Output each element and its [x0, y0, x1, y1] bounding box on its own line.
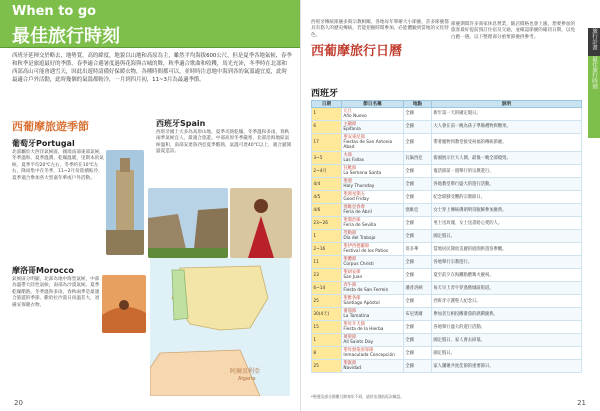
cell-city: 潘普洛納	[404, 282, 432, 295]
cell-desc: 紀念耶穌受難的宗教節日。	[432, 191, 582, 204]
morocco-photo	[102, 275, 146, 333]
festival-name-zh: 萬聖節	[343, 335, 357, 340]
table-row	[312, 321, 582, 334]
cell-city: 布尼奧爾	[404, 308, 432, 321]
festival-name-en: La Semana Santa	[343, 171, 382, 177]
festival-name-zh: 火節	[343, 153, 352, 158]
header-desc: 說明	[432, 101, 582, 108]
cell-city: 哥多華	[404, 243, 432, 256]
festival-name-en: Día del Trabajo	[343, 236, 376, 242]
table-row	[312, 108, 582, 121]
festival-name-en: Epifanía	[343, 127, 361, 132]
cell-date: 6~14	[312, 282, 342, 295]
table-row	[312, 217, 582, 230]
table-row	[312, 360, 582, 373]
table-row	[312, 256, 582, 269]
calendar-intro-2: 節慶期間許多商家休息營業，飯店價格也會上漲，想要參加的旅客最好提前預訂住宿及交通，並確認節慶的確切日期，以免白跑一趟。以下整理部分重要節慶供參考。	[451, 22, 576, 40]
section-title: 西葡摩旅遊季節	[12, 120, 89, 133]
table-row	[312, 282, 582, 295]
banner-zh-title: 最佳旅行時刻	[12, 26, 120, 47]
calendar-intro: 西班牙傳統節慶多與宗教相關，各地每年舉辦大小節慶，許多節慶都具有悠久的歷史傳統，若能把握時間參加，必能體驗到當地的文化特色。	[311, 20, 449, 38]
cell-name	[342, 165, 404, 178]
header-city: 地點	[404, 101, 432, 108]
festival-name-zh: 勞動節	[343, 231, 357, 236]
table-header-row	[312, 101, 582, 108]
festival-name-zh: 聖母無染原罪節	[343, 348, 374, 353]
cell-name	[342, 121, 404, 134]
cell-name	[342, 269, 404, 282]
festival-name-en: San Juan	[343, 275, 363, 281]
table-row	[312, 243, 582, 256]
cell-city: 全國	[404, 269, 432, 282]
cell-desc: 男士送玫瑰、女士送書給心愛的人。	[432, 217, 582, 230]
festival-name-zh: 聖喬治節	[343, 218, 361, 223]
table-row	[312, 230, 582, 243]
table-row	[312, 347, 582, 360]
table-row	[312, 295, 582, 308]
cell-date: 3~5	[312, 152, 342, 165]
cell-date: 4/4	[312, 178, 342, 191]
cell-desc: 各地教堂舉行盛大的遊行活動。	[432, 178, 582, 191]
festival-table	[311, 100, 582, 373]
festival-name-en: Fiesta de San Fermín	[343, 288, 389, 294]
festival-name-zh: 番茄節	[343, 309, 357, 314]
morocco-text: 氣候區分明顯，北部為地中海型氣候，中部為溫帶大陸性氣候，南部為沙漠氣候。夏季乾燥酷熱，冬季溫和多雨，春秋兩季是最適合旅遊的季節。撒哈拉沙漠日夜溫差大，須備妥保暖衣物。	[12, 277, 100, 308]
cell-name	[342, 308, 404, 321]
cell-name	[342, 360, 404, 373]
festival-name-zh: 聖伊西德羅節	[343, 244, 370, 249]
cell-city: 全國	[404, 165, 432, 178]
cell-date: 30(4天)	[312, 308, 342, 321]
festival-name-en: All Saints Day	[343, 340, 374, 346]
cell-city: 塞維亞	[404, 204, 432, 217]
map-label-en: Algeria	[238, 376, 256, 382]
title-banner	[0, 0, 300, 48]
dancer-photo-icon	[230, 188, 292, 258]
cell-date: 25	[312, 360, 342, 373]
banner-en-title: When to go	[12, 4, 97, 19]
cell-date: 23~26	[312, 217, 342, 230]
intro-paragraph: 西班牙延揮交於略去，地勢寬，高的緯度，地貌以山地和高原為主，雖然平均海拔600公尺，但是夏季各地氣候、春季和秋季是旅遊最好的季節，春季適合避暑度過與花海與古城的舞，秋季適合歌曲和收穫，馬光充沛，冬季時在北部和西部高山可能會遇雪天，因此出遊時請備好保暖衣物，各種時間都可以，並時時注意地中海到各的氣溫適宜度，此時最適合戶外活動，此時幾個的氣溫都較冷，一月到四月初，11~3月為最適季節。	[12, 53, 292, 83]
cell-desc: 家人團聚共度佳節的重要節日。	[432, 360, 582, 373]
cell-city: 全國	[404, 217, 432, 230]
cell-city: 全國	[404, 256, 432, 269]
cell-name	[342, 321, 404, 334]
spain-title: 西班牙Spain	[156, 119, 206, 128]
cell-date: 4/5	[312, 191, 342, 204]
cell-city: 全國	[404, 347, 432, 360]
table-row	[312, 308, 582, 321]
cell-city: 全國	[404, 134, 432, 152]
table-row	[312, 204, 582, 217]
cell-name	[342, 217, 404, 230]
table-row	[312, 165, 582, 178]
cell-city: 全國	[404, 360, 432, 373]
cell-desc: 帶著寵物到教堂接受祝福的傳統節慶。	[432, 134, 582, 152]
festival-name-zh: 聖母升天節	[343, 322, 365, 327]
table-row	[312, 121, 582, 134]
festival-name-zh: 塞維亞春會	[343, 205, 365, 210]
cell-desc: 當地居民開放美麗的庭園供遊客參觀。	[432, 243, 582, 256]
cell-city: 全國	[404, 230, 432, 243]
cell-desc: 國定假日。	[432, 230, 582, 243]
side-tab-2: 最佳旅行時刻	[591, 56, 597, 89]
cell-desc: 西班牙守護聖人紀念日。	[432, 295, 582, 308]
festival-name-en: Feria de Abril	[343, 210, 372, 216]
cell-name	[342, 204, 404, 217]
table-row	[312, 152, 582, 165]
spain-subheading: 西班牙	[311, 89, 339, 99]
festival-name-en: Good Friday	[343, 197, 370, 203]
cell-desc: 女士穿上傳統佛朗明哥服飾參加慶典。	[432, 204, 582, 217]
cell-name	[342, 191, 404, 204]
portugal-photo	[106, 150, 144, 255]
header-name: 節日名稱	[342, 101, 404, 108]
festival-name-zh: 元旦	[343, 108, 352, 114]
cell-desc: 復活節前一週舉行的宗教遊行。	[432, 165, 582, 178]
iberia-map	[150, 258, 290, 396]
festival-name-zh: 聖胡安節	[343, 270, 361, 275]
cell-city: 全國	[404, 321, 432, 334]
cell-desc: 新年第一天的國定假日。	[432, 108, 582, 121]
cell-name	[342, 282, 404, 295]
cell-desc: 街頭展示巨大人偶，最後一晚全部燒毀。	[432, 152, 582, 165]
cell-name	[342, 295, 404, 308]
side-tab	[588, 28, 600, 138]
festival-name-en: Inmaculada Concepción	[343, 353, 395, 359]
table-row	[312, 134, 582, 152]
festival-name-en: Feria de Sevilla	[343, 223, 377, 229]
cell-date: 11	[312, 256, 342, 269]
cell-desc: 國定假日，家人會去掃墓。	[432, 334, 582, 347]
page-number-right: 21	[577, 399, 586, 407]
cell-name	[342, 243, 404, 256]
header-date: 日期	[312, 101, 342, 108]
festival-name-en: Santiago Apóstol	[343, 301, 380, 307]
festival-name-en: Corpus Christi	[343, 262, 374, 268]
festival-name-en: Año Nuevo	[343, 114, 367, 119]
cell-name	[342, 178, 404, 191]
cell-city: 全國	[404, 334, 432, 347]
side-tab-1: 旅行計畫	[591, 28, 597, 50]
cell-desc: 每天早上奔牛穿過舊城區街道。	[432, 282, 582, 295]
desert-photo-icon	[102, 275, 146, 333]
cell-date: 23	[312, 269, 342, 282]
festival-name-zh: 聖雅各節	[343, 296, 361, 301]
cell-name	[342, 108, 404, 121]
cell-desc: 夏至前夕在海灘點燃篝火慶祝。	[432, 269, 582, 282]
cell-city: 瓦倫西亞	[404, 152, 432, 165]
cell-desc: 大人會在前一晚為孩子準備禮物與糖果。	[432, 121, 582, 134]
cell-name	[342, 256, 404, 269]
morocco-title: 摩洛哥Morocco	[12, 266, 74, 275]
cell-city: 全國	[404, 178, 432, 191]
cell-date: 17	[312, 134, 342, 152]
cell-desc: 參加者互相投擲番茄的熱鬧慶典。	[432, 308, 582, 321]
festival-name-zh: 聖體節	[343, 257, 357, 262]
cell-date: 1	[312, 230, 342, 243]
festival-name-en: Holy Thursday	[343, 184, 375, 190]
cell-date: 6	[312, 121, 342, 134]
cell-date: 4/6	[312, 204, 342, 217]
cell-desc: 國定假日。	[432, 347, 582, 360]
page-number-left: 20	[14, 399, 23, 407]
festival-name-en: Festival de los Patios	[343, 249, 389, 255]
spain-text: 西班牙國土大多為高原山地，夏季炎熱乾燥，冬季溫和多雨，春秋兩季氣候宜人，最適合旅遊。中部高原冬季嚴寒，北部沿海地區氣候溫和，南部安達魯西亞夏季酷熱，氣溫可達40℃以上，適合避開盛夏造訪。	[156, 130, 292, 155]
festival-name-en: La Tomatina	[343, 314, 370, 320]
cell-name	[342, 334, 404, 347]
table-row	[312, 269, 582, 282]
cell-city: 全國	[404, 108, 432, 121]
cell-desc: 各地舉行宗教遊行。	[432, 256, 582, 269]
footnote: *聖週及部分節慶日期每年不同，請於出發前再次確認。	[311, 394, 405, 399]
map-label-zh: 阿爾及利亞	[230, 368, 261, 375]
festival-name-zh: 主顯節	[343, 121, 357, 127]
spain-photo-cliff	[148, 188, 228, 258]
festival-name-en: Fiestas de San Antonio Abad	[343, 140, 393, 151]
festival-name-en: Fiesta de la Hierba	[343, 327, 384, 333]
table-row	[312, 178, 582, 191]
cell-name	[342, 134, 404, 152]
cell-date: 25	[312, 295, 342, 308]
cell-desc: 各地舉行盛大的遊行活動。	[432, 321, 582, 334]
right-page	[300, 0, 600, 411]
festival-name-zh: 狂歡節	[343, 166, 357, 171]
cell-date: 2~4月	[312, 165, 342, 178]
tower-photo-icon	[106, 150, 144, 255]
cell-city: 全國	[404, 191, 432, 204]
cell-date: 1	[312, 334, 342, 347]
portugal-text: 北部屬於大西洋氣候區，國境南部東部氣候，冬季溫和，夏季溫潤，乾燥溫暖，里斯本的氣候，夏季平均20℃左右，冬季約在10℃左右，降雨集中在冬季，11~2月份陸續較冷，夏季適合參加各大型嘉年華或戶外活動。	[12, 150, 104, 181]
table-row	[312, 334, 582, 347]
cell-date: 15	[312, 321, 342, 334]
cell-name	[342, 230, 404, 243]
portugal-title: 葡萄牙Portugal	[12, 139, 75, 148]
spain-photo-flamenco	[230, 188, 292, 258]
calendar-title: 西葡摩旅行日曆	[311, 44, 403, 59]
table-row	[312, 191, 582, 204]
cell-name	[342, 347, 404, 360]
festival-name-zh: 奔牛節	[343, 283, 357, 288]
cell-date: 2~16	[312, 243, 342, 256]
cell-city: 全國	[404, 121, 432, 134]
festival-name-zh: 聖安東尼節	[343, 134, 365, 140]
cell-name	[342, 152, 404, 165]
festival-name-en: Navidad	[343, 366, 362, 372]
festival-name-zh: 聖週星期五	[343, 192, 365, 197]
cell-city: 全國	[404, 295, 432, 308]
cliff-photo-icon	[148, 188, 228, 258]
cell-date: 8	[312, 347, 342, 360]
map-icon	[150, 258, 290, 396]
festival-name-zh: 聖誕節	[343, 361, 357, 366]
festival-name-zh: 聖週	[343, 179, 352, 184]
cell-date: 1	[312, 108, 342, 121]
festival-name-en: Las Fallas	[343, 158, 364, 164]
